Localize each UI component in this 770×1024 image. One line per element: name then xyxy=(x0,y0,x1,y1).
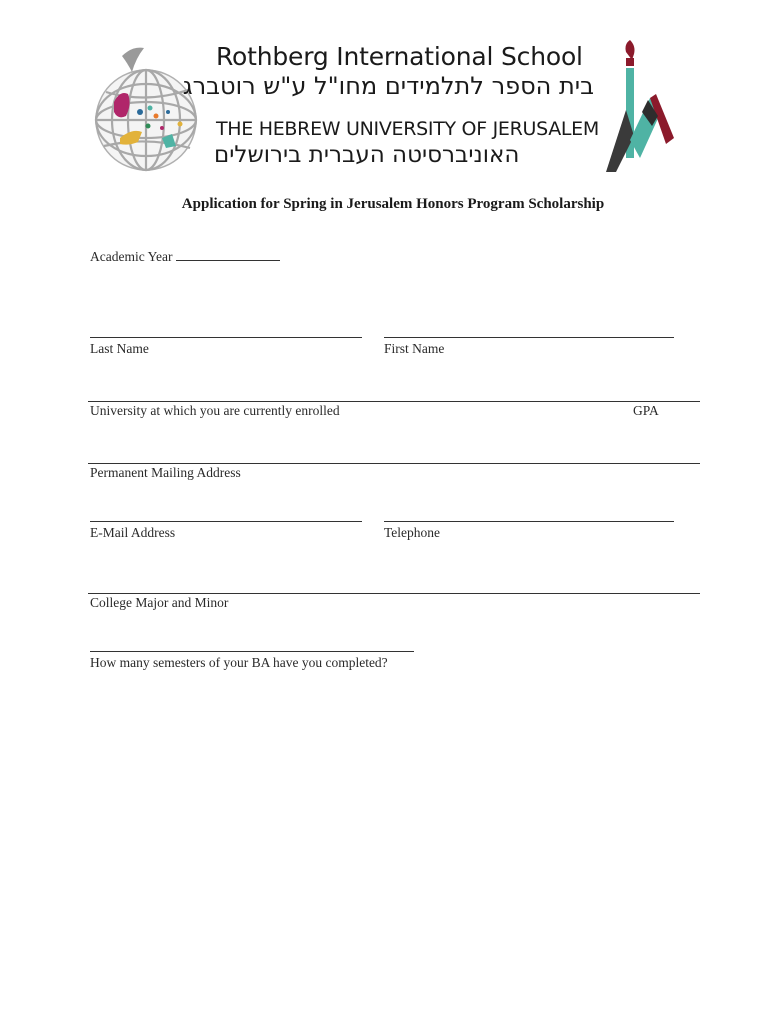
academic-year-field[interactable] xyxy=(90,249,280,265)
major-minor-line[interactable] xyxy=(88,593,700,594)
academic-year-line xyxy=(176,249,280,261)
last-name-label: Last Name xyxy=(90,341,149,356)
mailing-address-line[interactable] xyxy=(88,463,700,464)
email-line[interactable] xyxy=(90,521,362,522)
rothberg-globe-logo xyxy=(92,42,204,174)
academic-year-label: Academic Year xyxy=(90,249,173,264)
last-name-line[interactable] xyxy=(90,337,362,338)
university-label: University at which you are currently enrolled xyxy=(90,403,340,418)
school-name: Rothberg International School xyxy=(216,42,583,71)
university-name-hebrew: האוניברסיטה העברית בירושלים xyxy=(214,142,520,168)
first-name-label: First Name xyxy=(384,341,445,356)
mailing-address-label: Permanent Mailing Address xyxy=(90,465,241,480)
gpa-label: GPA xyxy=(633,403,659,418)
semesters-label: How many semesters of your BA have you completed? xyxy=(90,655,388,670)
email-label: E-Mail Address xyxy=(90,525,176,540)
telephone-line[interactable] xyxy=(384,521,674,522)
university-line[interactable] xyxy=(88,401,700,402)
telephone-label: Telephone xyxy=(384,525,441,540)
first-name-line[interactable] xyxy=(384,337,674,338)
university-name: THE HEBREW UNIVERSITY OF JERUSALEM xyxy=(216,118,599,140)
school-name-hebrew: בית הספר לתלמידים מחו"ל ע"ש רוטברג xyxy=(182,72,594,100)
form-title: Application for Spring in Jerusalem Honors Program Scholarship xyxy=(181,196,605,212)
semesters-line[interactable] xyxy=(90,651,414,652)
major-minor-label: College Major and Minor xyxy=(90,595,229,610)
hebrew-university-logo xyxy=(604,40,678,172)
